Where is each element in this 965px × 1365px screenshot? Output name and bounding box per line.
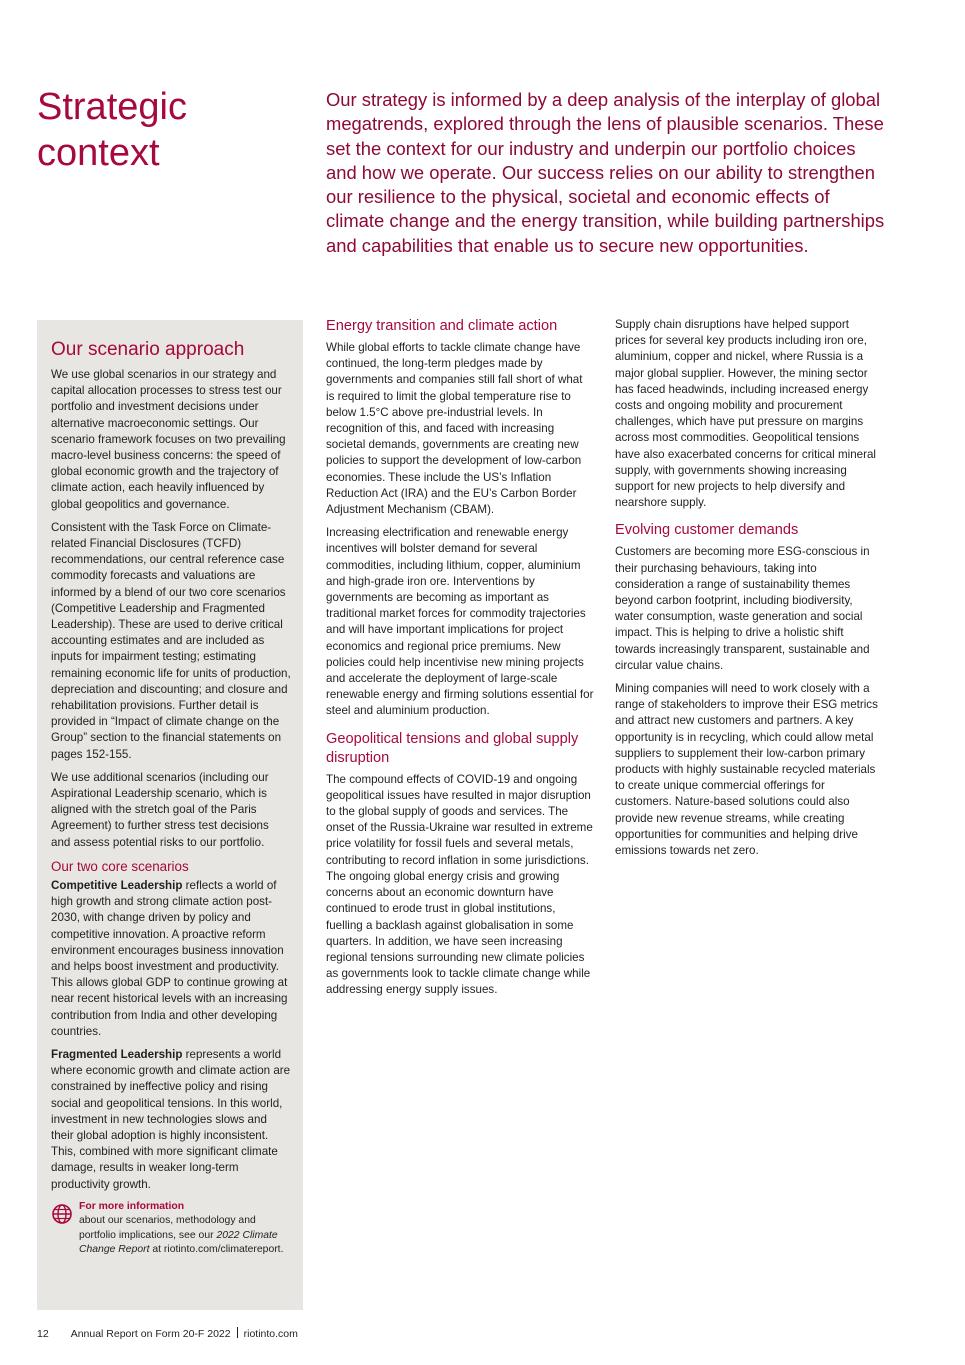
competitive-leadership-text: reflects a world of high growth and strong climate action post-2030, with change driven by policy and competitive innovation. A proactive reform environment encourages business innovation and helps boost investment and productivity. This allows global GDP to continue growing at near recent historical levels with an increasing contribution from India and other developing countries. <box>51 878 288 1038</box>
climate-report-title: 2022 Climate Change Report <box>79 1229 278 1256</box>
column-right <box>615 317 883 866</box>
report-name: Annual Report on Form 20-F 2022 <box>70 1328 231 1340</box>
intro-statement: Our strategy is informed by a deep analysis of the interplay of global megatrends, explored through the lens of plausible scenarios. These set the context for our industry and underpin our portfolio choices and how we operate. Our success relies on our ability to strengthen our resilience to the physical, societal and economic effects of climate change and the energy transition, while building partnerships and capabilities that enable us to secure new opportunities. <box>326 89 885 256</box>
more-info-text <box>79 1200 291 1258</box>
body-paragraph: Customers are becoming more ESG-conscious in their purchasing behaviours, taking into consideration a range of sustainability themes beyond carbon footprint, including biodiversity, water consumption, waste generation and social impact. This is helping to drive a holistic shift towards increasingly transparent, sustainable and circular value chains. <box>615 545 870 672</box>
page-title: Strategic context <box>37 86 187 174</box>
more-info-callout <box>51 1200 291 1258</box>
footer-divider <box>237 1327 238 1338</box>
fragmented-leadership-paragraph <box>51 1047 291 1193</box>
climate-report-link[interactable]: at riotinto.com/climatereport. <box>149 1244 284 1256</box>
energy-transition-heading: Energy transition and climate action <box>326 318 558 334</box>
more-info-body: about our scenarios, methodology and portfolio implications, see our <box>79 1215 256 1241</box>
column-middle <box>326 317 594 1006</box>
core-scenarios-heading: Our two core scenarios <box>51 858 189 874</box>
competitive-leadership-term: Competitive Leadership <box>51 878 183 892</box>
page-footer <box>37 1327 298 1341</box>
panel-paragraph: We use additional scenarios (including our Aspirational Leadership scenario, which is aligned with the stretch goal of the Paris Agreement) to further stress test decisions and assess potential risks to our portfolio. <box>51 770 269 849</box>
body-paragraph: The compound effects of COVID-19 and ongoing geopolitical issues have resulted in major disruption to the global supply of goods and services. The onset of the Russia-Ukraine war resulted in extreme price volatility for fossil fuels and several metals, contributing to record inflation in some jurisdictions. The ongoing global energy crisis and growing concerns about an economic downturn have continued to erode trust in global institutions, fuelling a backlash against globalisation in some quarters. In addition, we have seen increasing regional tensions surrounding new climate policies as governments look to tackle climate change while addressing energy supply issues. <box>326 772 593 997</box>
panel-paragraph: We use global scenarios in our strategy and capital allocation processes to stress test our portfolio and investment decisions under alternative macroeconomic settings. Our scenario framework focuses on two prevailing macro-level business concerns: the speed of global economic growth and the trajectory of climate action, each heavily influenced by global geopolitics and governance. <box>51 368 286 511</box>
fragmented-leadership-text: represents a world where economic growth and climate action are constrained by ineffective policy and rising social and geopolitical tensions. In this world, investment in new technologies slows and their global adoption is highly inconsistent. This, combined with more significant climate damage, results in weaker long-term productivity growth. <box>51 1047 291 1191</box>
geopolitical-heading: Geopolitical tensions and global supply disruption <box>326 730 579 766</box>
fragmented-leadership-term: Fragmented Leadership <box>51 1047 183 1061</box>
globe-icon <box>51 1203 73 1225</box>
customer-demands-heading: Evolving customer demands <box>615 522 799 539</box>
scenario-approach-panel <box>37 320 303 1310</box>
page-number: 12 <box>37 1328 49 1340</box>
panel-title: Our scenario approach <box>51 339 245 360</box>
panel-paragraph: Consistent with the Task Force on Climate-related Financial Disclosures (TCFD) recommendations, our central reference case commodity forecasts and valuations are informed by a blend of our two core scenarios (Competitive Leadership and Fragmented Leadership). These are used to derive critical accounting estimates and are included as inputs for impairment testing; estimating remaining economic life for units of production, depreciation and discounting; and closure and rehabilitation provisions. Further detail is provided in “Impact of climate change on the Group” section to the financial statements on pages 152-155. <box>51 520 291 761</box>
more-info-heading: For more information <box>79 1200 185 1212</box>
body-paragraph: Supply chain disruptions have helped support prices for several key products including iron ore, aluminium, copper and nickel, where Russia is a major global supplier. However, the mining sector has faced headwinds, including increased energy costs and ongoing mobility and procurement challenges, which have put pressure on margins across most commodities. Geopolitical tensions have also exacerbated concerns for critical mineral supply, with governments showing increasing support for new projects to help diversify and nearshore supply. <box>615 318 876 510</box>
body-paragraph: Increasing electrification and renewable energy incentives will bolster demand for several commodities, including lithium, copper, aluminium and high-grade iron ore. Interventions by governments are becoming as important as traditional market forces for commodity trajectories and will have important implications for project economics and regional price premiums. New policies could help incentivise new mining projects and accelerate the deployment of large-scale renewable energy and firming solutions essential for steel and aluminium production. <box>326 526 594 718</box>
body-paragraph: Mining companies will need to work closely with a range of stakeholders to improve their ESG metrics and attract new customers and partners. A key opportunity is in recycling, which could allow metal suppliers to supplement their low-carbon primary products with highly sustainable recycled materials to create unique commercial offerings for customers. Nature-based solutions could also provide new revenue streams, while creating opportunities for communities and helping drive emissions towards net zero. <box>615 682 878 858</box>
website-link[interactable]: riotinto.com <box>243 1328 298 1340</box>
competitive-leadership-paragraph <box>51 878 291 1040</box>
body-paragraph: While global efforts to tackle climate change have continued, the long-term pledges made by governments and companies still fall short of what is required to limit the global temperature rise to below 1.5°C above pre-industrial levels. In recognition of this, and faced with increasing societal demands, governments are creating new policies to support the development of low-carbon economies. These include the US’s Inflation Reduction Act (IRA) and the EU’s Carbon Border Adjustment Mechanism (CBAM). <box>326 341 583 517</box>
